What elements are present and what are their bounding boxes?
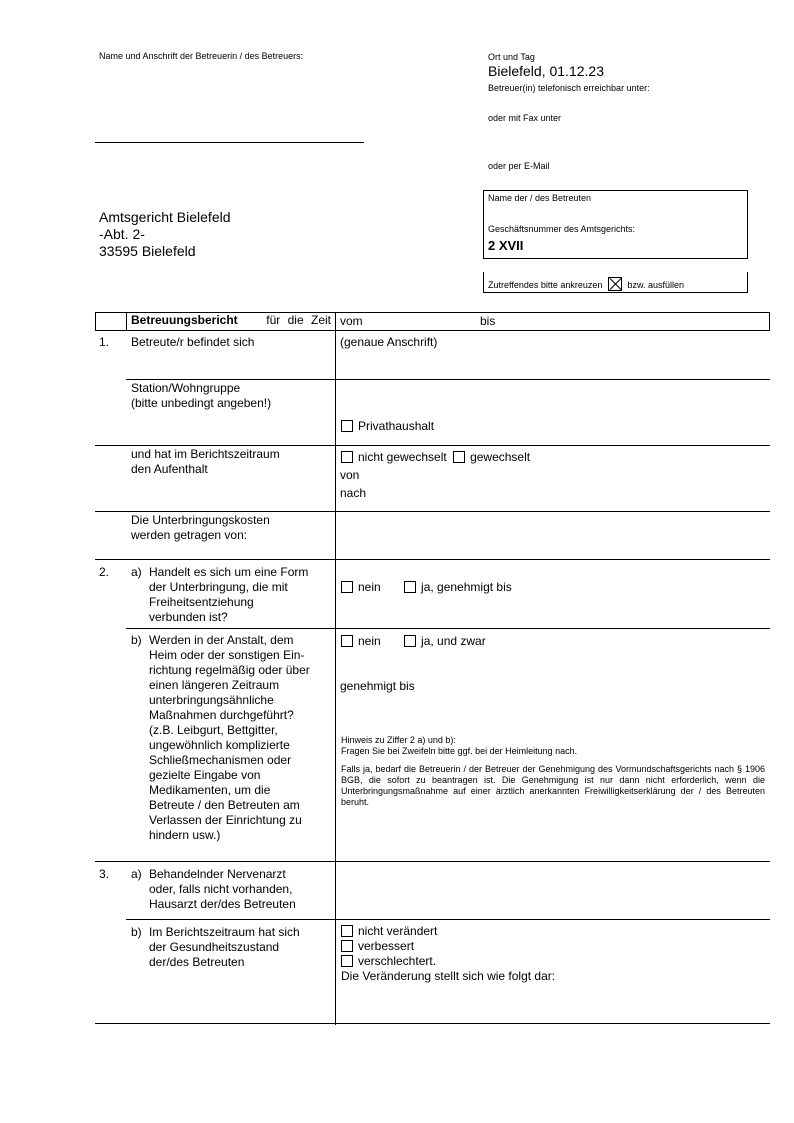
- section-2b-letter: b): [131, 633, 142, 647]
- checkbox-icon[interactable]: [341, 635, 353, 647]
- section-1-number: 1.: [99, 335, 110, 349]
- row-divider: [95, 511, 770, 512]
- section-3a-label: [149, 867, 296, 912]
- question-line: Handelt es sich um eine Form: [149, 565, 309, 579]
- option-worsened[interactable]: [341, 954, 555, 969]
- location-label: Betreute/r befindet sich: [131, 335, 255, 349]
- question-line: Maßnahmen durchgeführt?: [149, 708, 294, 722]
- question-line: unterbringungsähnliche: [149, 693, 274, 707]
- note-line: Fragen Sie bei Zweifeln bitte ggf. bei der Heimleitung nach.: [341, 746, 578, 756]
- question-line: verbunden ist?: [149, 610, 228, 624]
- ward-label-line-2: (bitte unbedingt angeben!): [131, 396, 272, 410]
- phone-label: Betreuer(in) telefonisch erreichbar unter:: [488, 83, 650, 93]
- question-line: Heim oder der sonstigen Ein-: [149, 648, 305, 662]
- checkbox-icon[interactable]: [341, 451, 353, 463]
- report-title-rest: für die Zeit: [266, 313, 331, 327]
- question-line: richtung regelmäßig oder über: [149, 663, 310, 677]
- question-line: Werden in der Anstalt, dem: [149, 633, 294, 647]
- stay-options: [341, 450, 530, 465]
- question-line: Medikamenten, um die: [149, 783, 271, 797]
- question-line: oder, falls nicht vorhanden,: [149, 882, 293, 896]
- checkbox-icon[interactable]: [341, 581, 353, 593]
- question-line: gezielte Eingabe von: [149, 768, 261, 782]
- sender-label: Name und Anschrift der Betreuerin / des Betreuers:: [99, 51, 304, 61]
- address-hint: (genaue Anschrift): [340, 335, 438, 349]
- costs-label-line-2: werden getragen von:: [131, 528, 248, 542]
- row-divider: [126, 919, 770, 920]
- note-block: [341, 735, 765, 808]
- question-line: Betreute / den Betreuten am: [149, 798, 300, 812]
- row-divider: [126, 628, 770, 629]
- section-3b-label: [149, 925, 300, 970]
- change-label: Die Veränderung stellt sich wie folgt dar:: [341, 969, 556, 983]
- question-line: einen längeren Zeitraum: [149, 678, 280, 692]
- yes-approved-label: ja, genehmigt bis: [421, 580, 512, 594]
- instruction-suffix: bzw. ausfüllen: [627, 280, 684, 290]
- question-line: Behandelnder Nervenarzt: [149, 867, 286, 881]
- unchanged-label: nicht verändert: [358, 924, 438, 938]
- row-divider: [126, 379, 770, 380]
- row-divider: [95, 1023, 770, 1024]
- section-2a-options: [341, 580, 512, 595]
- section-3b-letter: b): [131, 925, 142, 939]
- place-date-value[interactable]: Bielefeld, 01.12.23: [488, 63, 604, 79]
- stay-from-label: von: [340, 468, 360, 482]
- section-2b-options: [341, 634, 486, 649]
- email-label: oder per E-Mail: [488, 161, 550, 171]
- question-line: (z.B. Leibgurt, Bettgitter,: [149, 723, 278, 737]
- section-2-number: 2.: [99, 565, 110, 579]
- court-name: Amtsgericht Bielefeld: [99, 209, 231, 225]
- no-label: nein: [358, 580, 381, 594]
- report-from-label: vom: [340, 314, 363, 328]
- section-2a-question: [149, 565, 308, 625]
- question-line: Hausarzt der/des Betreuten: [149, 897, 296, 911]
- note-paragraph: Falls ja, bedarf die Betreuerin / der Betreuer der Genehmigung des Vormundschaftsgerichts nach § 1906 BGB, die sofort zu beantragen ist. Die Genehmigung ist nur dann nicht erforderlich, wenn die Unterbringungsmaßnahme auf einer ärztlich anerkannten Freiwilligkeitserklärung der / des Betreuten beruht.: [341, 764, 765, 807]
- stay-label-line-1: und hat im Berichtszeitraum: [131, 447, 280, 461]
- costs-label: [131, 513, 270, 543]
- instruction-box: [483, 272, 748, 293]
- yes-namely-label: ja, und zwar: [421, 634, 486, 648]
- instruction-prefix: Zutreffendes bitte ankreuzen: [488, 280, 603, 290]
- option-improved[interactable]: [341, 939, 555, 954]
- question-line: Freiheitsentziehung: [149, 595, 254, 609]
- ward-label: [131, 381, 271, 411]
- question-line: der/des Betreuten: [149, 955, 245, 969]
- question-line: Schließmechanismen oder: [149, 753, 292, 767]
- stay-label-line-2: den Aufenthalt: [131, 462, 208, 476]
- improved-label: verbessert: [358, 939, 415, 953]
- approved-until-label: genehmigt bis: [340, 679, 415, 693]
- not-changed-label: nicht gewechselt: [358, 450, 447, 464]
- worsened-label: verschlechtert.: [358, 954, 437, 968]
- court-address: [99, 209, 231, 260]
- section-3-number: 3.: [99, 867, 110, 881]
- row-divider: [95, 445, 770, 446]
- case-number-value[interactable]: 2 XVII: [488, 238, 524, 253]
- stay-to-label: nach: [340, 486, 367, 500]
- report-to-label: bis: [480, 314, 496, 328]
- row-divider: [95, 559, 770, 560]
- section-2a-letter: a): [131, 565, 142, 579]
- question-line: der Gesundheitszustand: [149, 940, 280, 954]
- section-3a-letter: a): [131, 867, 142, 881]
- question-line: hindern usw.): [149, 828, 221, 842]
- costs-label-line-1: Die Unterbringungskosten: [131, 513, 270, 527]
- court-department: -Abt. 2-: [99, 226, 145, 242]
- no-label: nein: [358, 634, 381, 648]
- question-line: Im Berichtszeitraum hat sich: [149, 925, 300, 939]
- checked-box-icon: [608, 277, 622, 291]
- place-date-label: Ort und Tag: [488, 52, 535, 62]
- case-box: [483, 190, 748, 259]
- court-city: 33595 Bielefeld: [99, 243, 196, 259]
- title-row-divider-left: [126, 312, 127, 331]
- changed-label: gewechselt: [470, 450, 531, 464]
- checkbox-icon[interactable]: [341, 955, 353, 967]
- health-options: [341, 924, 555, 984]
- case-name-label: Name der / des Betreuten: [488, 193, 592, 203]
- stay-label: [131, 447, 280, 477]
- section-2b-question: [149, 633, 334, 843]
- report-title-bold: Betreuungsbericht: [131, 313, 238, 327]
- sender-signature-line: [95, 142, 364, 143]
- row-divider: [95, 861, 770, 862]
- question-line: Verlassen der Einrichtung zu: [149, 813, 302, 827]
- report-title: [131, 313, 331, 328]
- note-title: Hinweis zu Ziffer 2 a) und b):: [341, 735, 456, 745]
- checkbox-icon[interactable]: [341, 420, 353, 432]
- checkbox-icon[interactable]: [341, 940, 353, 952]
- question-line: der Unterbringung, die mit: [149, 580, 288, 594]
- fax-label: oder mit Fax unter: [488, 113, 562, 123]
- question-line: ungewöhnlich komplizierte: [149, 738, 290, 752]
- checkbox-icon[interactable]: [404, 635, 416, 647]
- option-unchanged[interactable]: [341, 924, 555, 939]
- checkbox-icon[interactable]: [404, 581, 416, 593]
- checkbox-icon[interactable]: [341, 925, 353, 937]
- private-household-label: Privathaushalt: [358, 419, 435, 433]
- ward-label-line-1: Station/Wohngruppe: [131, 381, 241, 395]
- checkbox-icon[interactable]: [453, 451, 465, 463]
- case-number-label: Geschäftsnummer des Amtsgerichts:: [488, 224, 636, 234]
- private-household-option[interactable]: [341, 419, 434, 434]
